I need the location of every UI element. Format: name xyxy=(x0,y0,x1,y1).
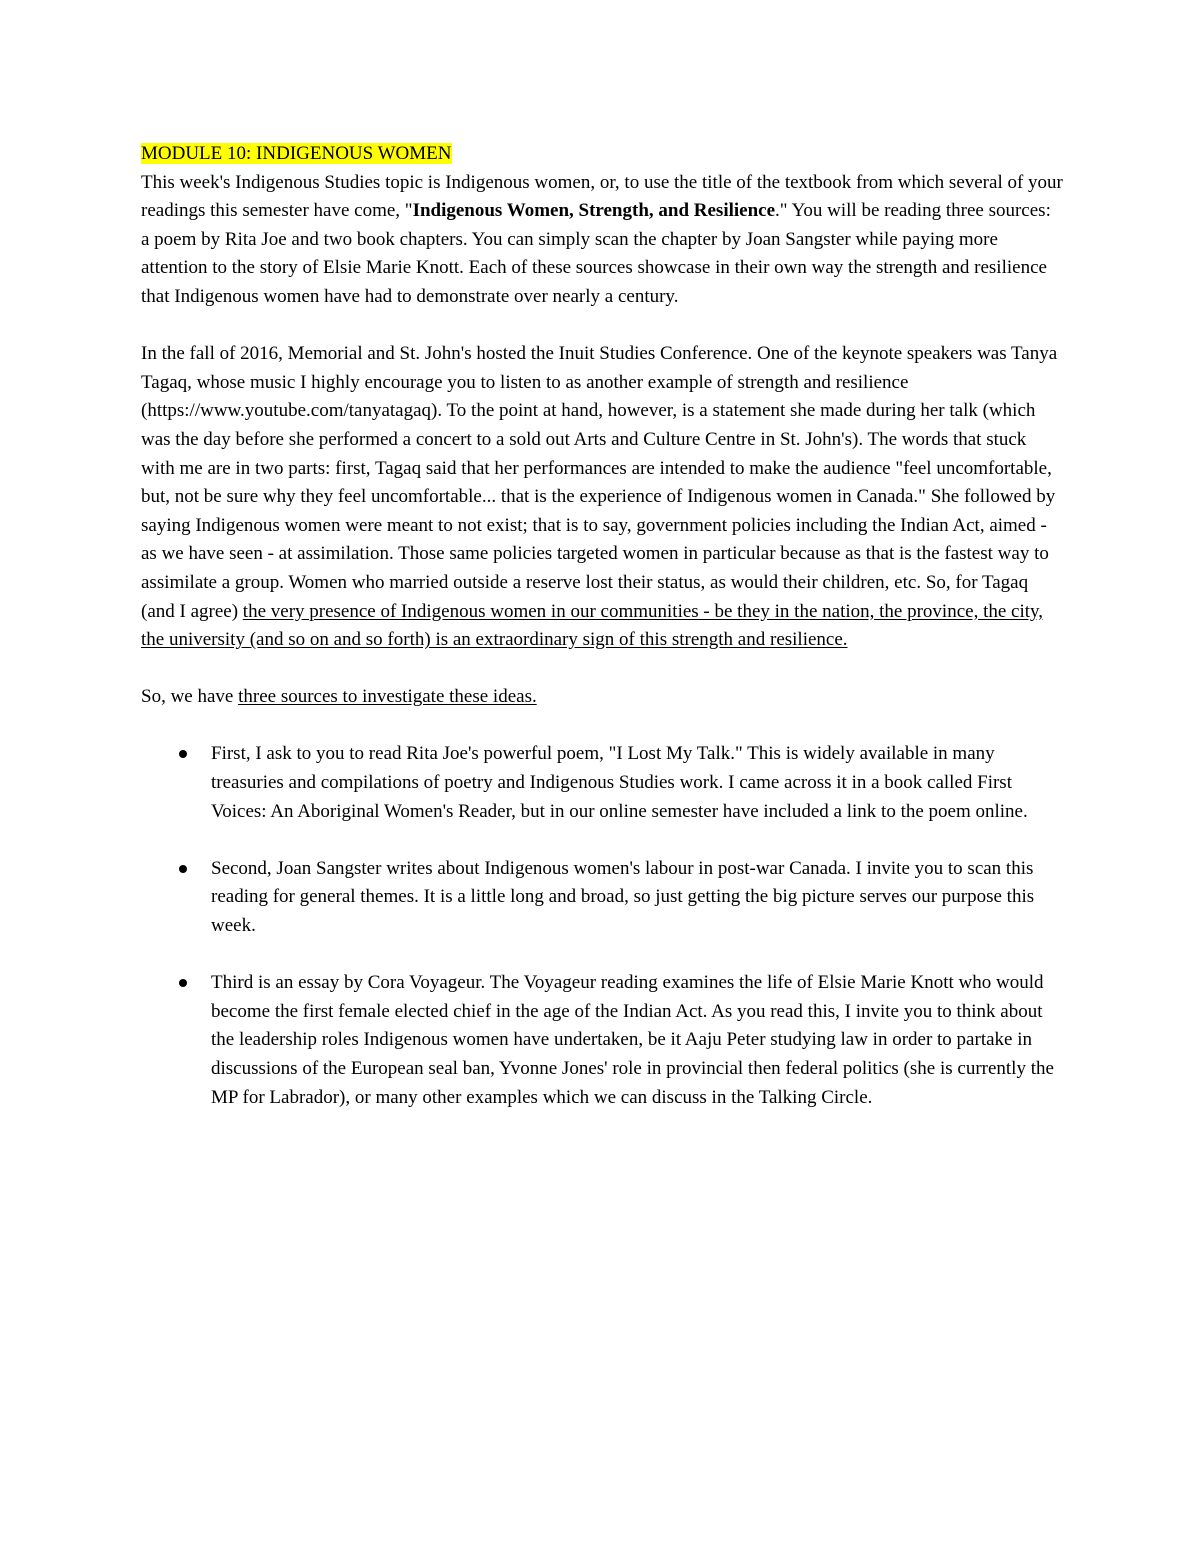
list-item-text: Third is an essay by Cora Voyageur. The Voyageur reading examines the life of Elsie Marie Knott who would become the first female elected chief in the age of the Indian Act. As you read this, I invite you to think about the leadership roles Indigenous women have undertaken, be it Aaju Peter studying law in order to partake in discussions of the European seal ban, Yvonne Jones' role in provincial then federal politics (she is currently the MP for Labrador), or many other examples which we can discuss in the Talking Circle. xyxy=(211,972,1054,1108)
module-heading xyxy=(141,140,1063,169)
list-item-text: First, I ask to you to read Rita Joe's powerful poem, "I Lost My Talk." This is widely available in many treasuries and compilations of poetry and Indigenous Studies work. I came across it in a book called First Voices: An Aboriginal Women's Reader, but in our online semester have included a link to the poem online. xyxy=(211,743,1028,822)
textbook-title: Indigenous Women, Strength, and Resilience xyxy=(412,200,776,222)
sources-intro-paragraph xyxy=(141,683,1063,712)
intro-paragraph xyxy=(141,169,1063,312)
list-item-text: Second, Joan Sangster writes about Indigenous women's labour in post-war Canada. I invite you to scan this reading for general themes. It is a little long and broad, so just getting the big picture serves our purpose this week. xyxy=(211,857,1035,937)
list-item xyxy=(141,740,1063,826)
intro-text-start: This week's Indigenous Studies topic is Indigenous women, or, to use the title of the textbook from which several of your readings this semester have come, " xyxy=(141,171,1063,222)
bullet-icon xyxy=(179,750,187,758)
intro-text-end: ." You will be reading three sources: a poem by Rita Joe and two book chapters. You can simply scan the chapter by Joan Sangster while paying more attention to the story of Elsie Marie Knott. Each of these sources showcase in their own way the strength and resilience that Indigenous women have had to demonstrate over nearly a century. xyxy=(141,200,1051,307)
tagaq-underlined-statement: the very presence of Indigenous women in our communities - be they in the nation, the province, the city, the university (and so on and so forth) is an extraordinary sign of this strength and resilience. xyxy=(141,600,1044,651)
module-title: MODULE 10: INDIGENOUS WOMEN xyxy=(141,143,452,164)
sources-intro-text: So, we have xyxy=(141,686,239,708)
tagaq-paragraph xyxy=(141,340,1063,655)
document-body xyxy=(141,140,1063,1141)
paragraph-spacer xyxy=(141,712,1063,741)
list-item xyxy=(141,969,1063,1112)
paragraph-spacer xyxy=(141,312,1063,341)
bullet-icon xyxy=(179,979,187,987)
paragraph-spacer xyxy=(141,655,1063,684)
tagaq-text: In the fall of 2016, Memorial and St. John's hosted the Inuit Studies Conference. One of the keynote speakers was Tanya Tagaq, whose music I highly encourage you to listen to as another example of strength and resilience (https://www.youtube.com/tanyatagaq). To the point at hand, however, is a statement she made during her talk (which was the day before she performed a concert to a sold out Arts and Culture Centre in St. John's). The words that stuck with me are in two parts: first, Tagaq said that her performances are intended to make the audience "feel uncomfortable, but, not be sure why they feel uncomfortable... that is the experience of Indigenous women in Canada." She followed by saying Indigenous women were meant to not exist; that is to say, government policies including the Indian Act, aimed - as we have seen - at assimilation. Those same policies targeted women in particular because as that is the fastest way to assimilate a group. Women who married outside a reserve lost their status, as would their children, etc. So, for Tagaq (and I agree) xyxy=(141,343,1058,622)
bullet-icon xyxy=(179,865,187,873)
sources-list xyxy=(141,740,1063,1112)
sources-intro-underlined: three sources to investigate these ideas. xyxy=(238,686,537,708)
list-item xyxy=(141,855,1063,941)
